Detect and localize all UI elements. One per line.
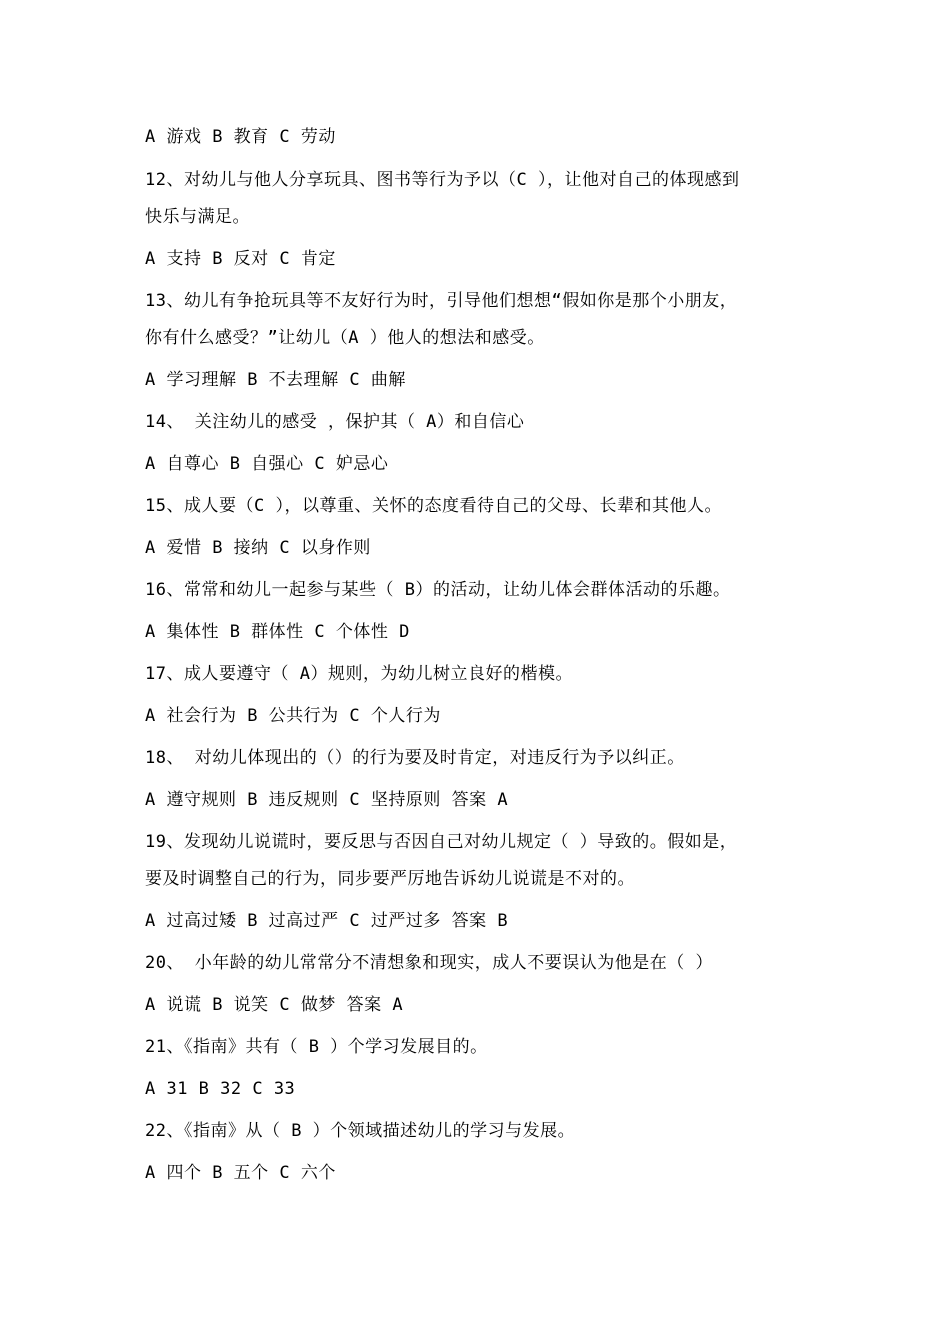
- question-15: 15、成人要（C ），以尊重、关怀的态度看待自己的父母、长辈和其他人。: [145, 496, 722, 516]
- text-line: 你有什么感受？”让幼儿（A ）他人的想法和感受。: [145, 328, 545, 348]
- question-20: 20、 小年龄的幼儿常常分不清想象和现实，成人不要误认为他是在（ ）: [145, 953, 713, 973]
- answer-options: A 社会行为 B 公共行为 C 个人行为: [145, 706, 441, 726]
- question-13: 13、幼儿有争抢玩具等不友好行为时，引导他们想想“假如你是那个小朋友，: [145, 291, 738, 311]
- text-line: 快乐与满足。: [145, 207, 250, 227]
- answer-options: A 说谎 B 说笑 C 做梦 答案 A: [145, 995, 404, 1015]
- answer-options: A 学习理解 B 不去理解 C 曲解: [145, 370, 406, 390]
- answer-options: A 集体性 B 群体性 C 个体性 D: [145, 622, 410, 642]
- question-19: 19、发现幼儿说谎时，要反思与否因自己对幼儿规定（ ）导致的。假如是，: [145, 832, 738, 852]
- answer-options: A 爱惜 B 接纳 C 以身作则: [145, 538, 371, 558]
- question-16: 16、常常和幼儿一起参与某些（ B）的活动，让幼儿体会群体活动的乐趣。: [145, 580, 731, 600]
- answer-options: A 自尊心 B 自强心 C 妒忌心: [145, 454, 389, 474]
- text-line: 要及时调整自己的行为，同步要严厉地告诉幼儿说谎是不对的。: [145, 869, 635, 889]
- question-18: 18、 对幼儿体现出的（）的行为要及时肯定，对违反行为予以纠正。: [145, 748, 685, 768]
- answer-options: A 遵守规则 B 违反规则 C 坚持原则 答案 A: [145, 790, 509, 810]
- answer-options: A 31 B 32 C 33: [145, 1079, 296, 1099]
- question-12: 12、对幼儿与他人分享玩具、图书等行为予以（C ），让他对自己的体现感到: [145, 170, 740, 190]
- question-21: 21、《指南》共有（ B ）个学习发展目的。: [145, 1037, 488, 1057]
- answer-options: A 过高过矮 B 过高过严 C 过严过多 答案 B: [145, 911, 509, 931]
- answer-options: A 四个 B 五个 C 六个: [145, 1163, 336, 1183]
- question-17: 17、成人要遵守（ A）规则，为幼儿树立良好的楷模。: [145, 664, 573, 684]
- answer-options: A 支持 B 反对 C 肯定: [145, 249, 336, 269]
- text-line: A 游戏 B 教育 C 劳动: [145, 127, 336, 147]
- question-14: 14、 关注幼儿的感受 ，保护其（ A）和自信心: [145, 412, 525, 432]
- question-22: 22、《指南》从（ B ）个领域描述幼儿的学习与发展。: [145, 1121, 576, 1141]
